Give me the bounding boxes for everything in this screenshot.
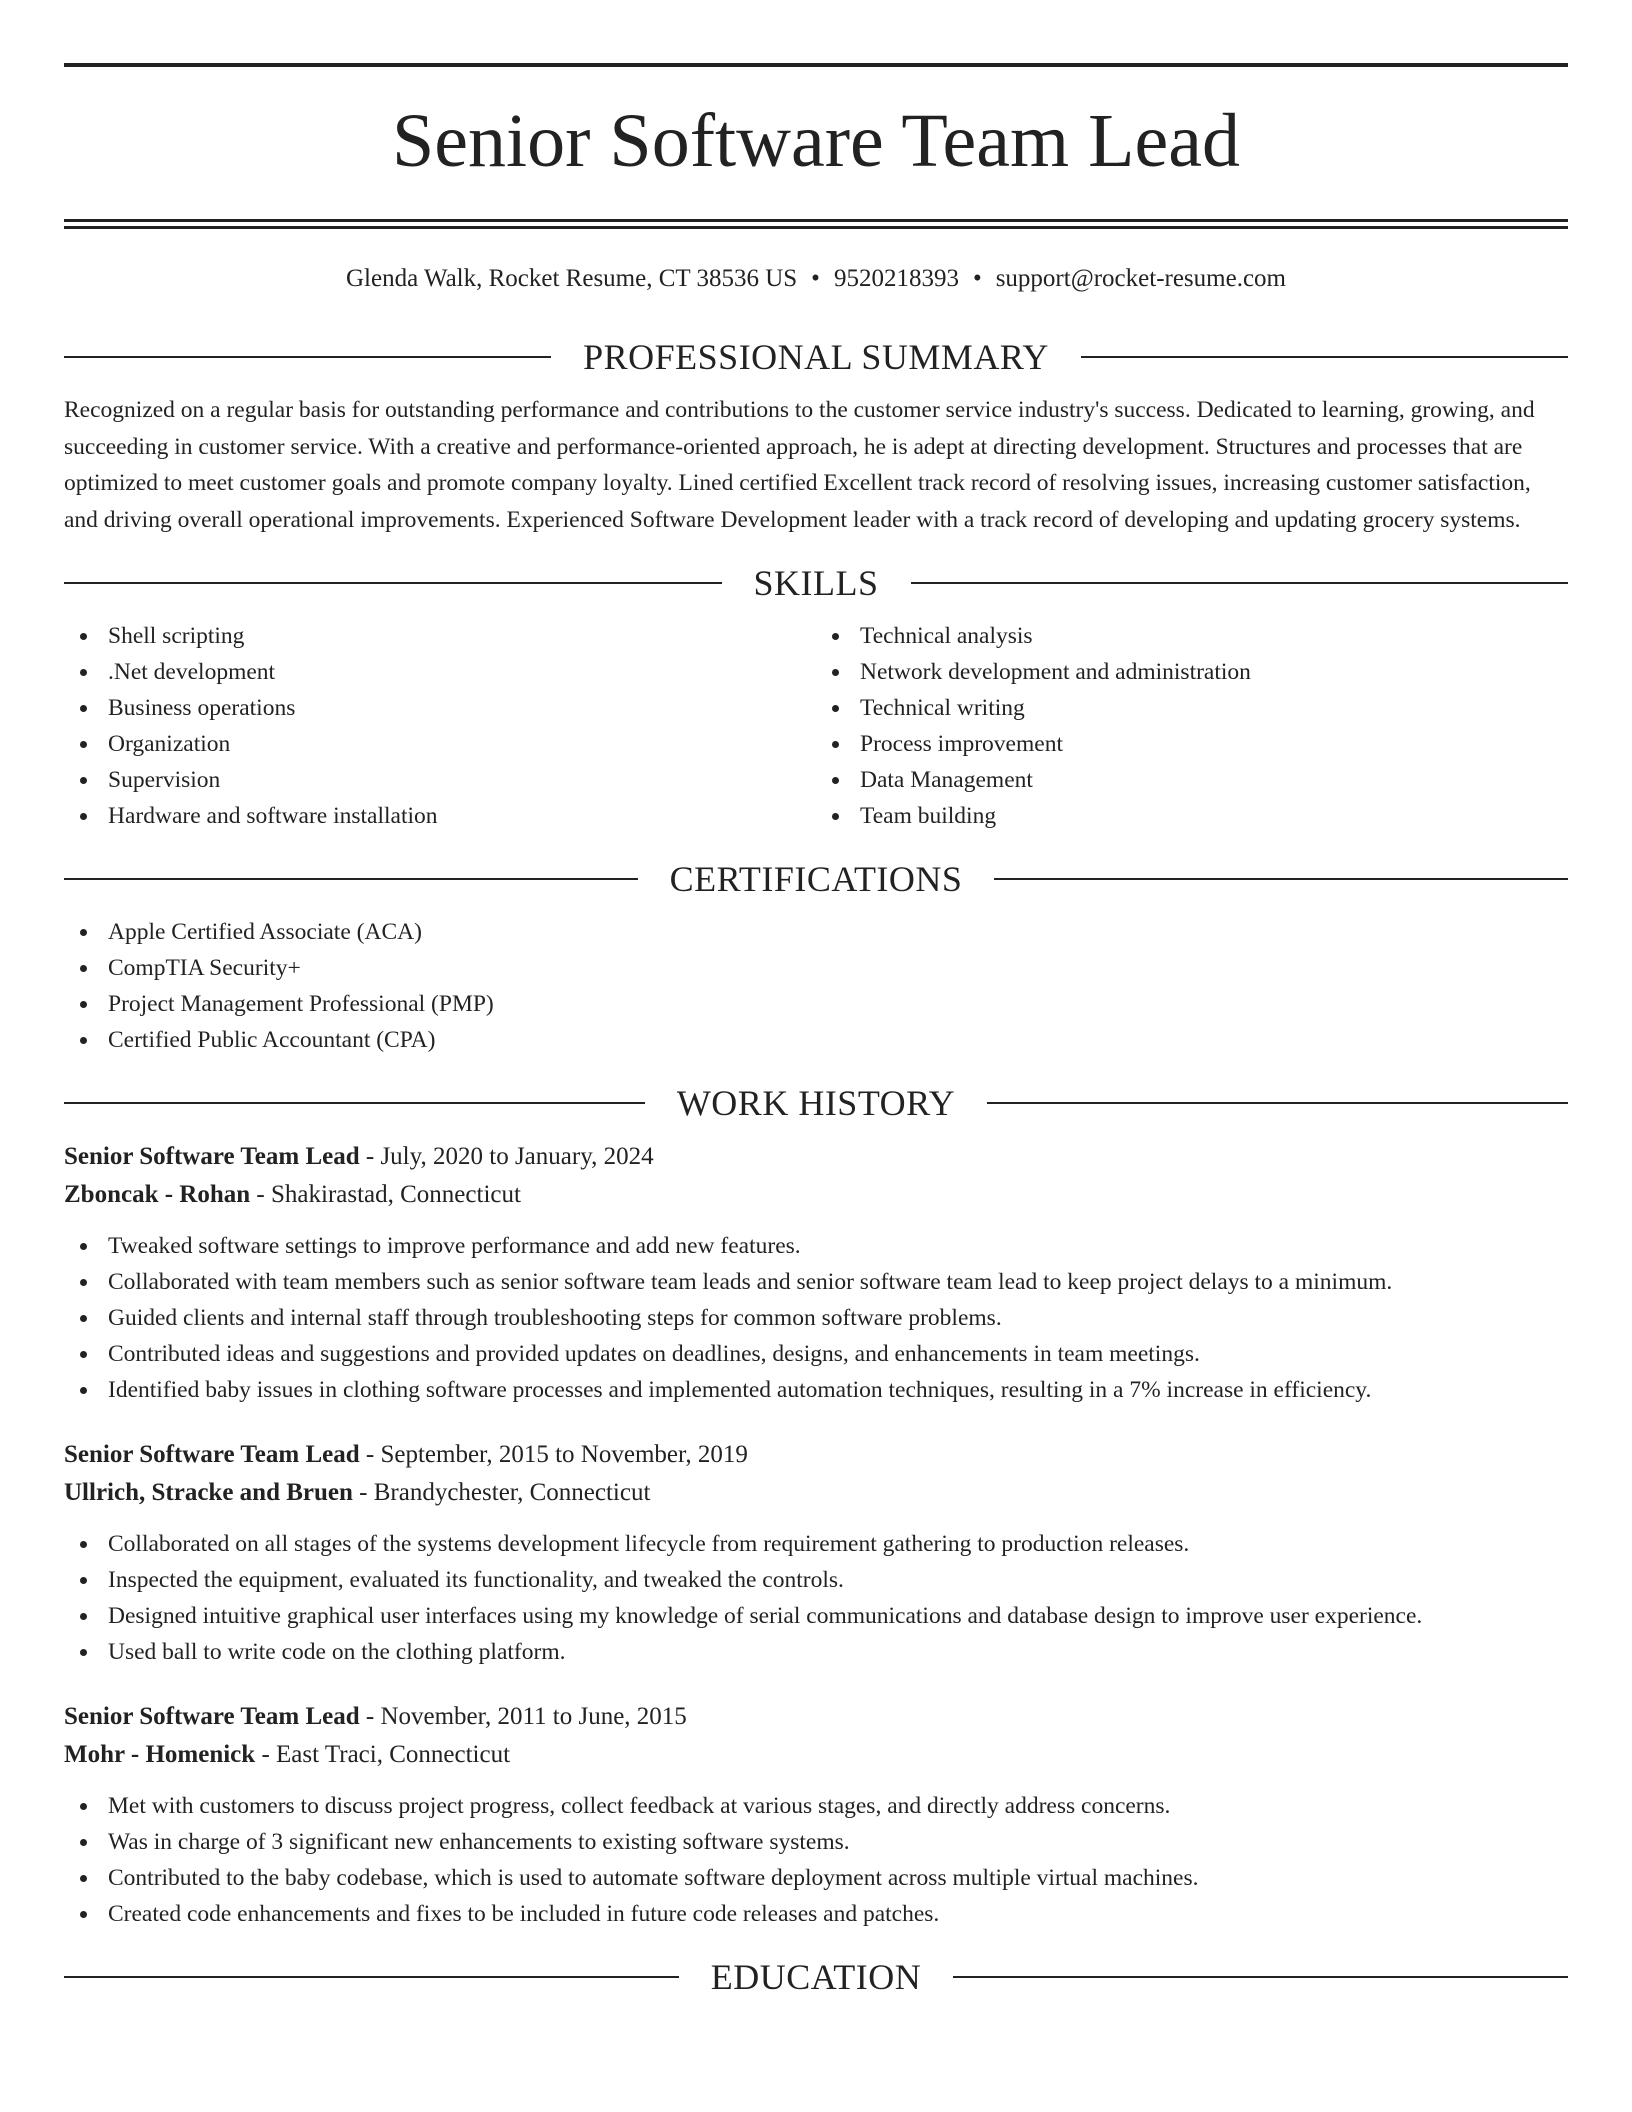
skills-list-right [816,618,1568,834]
divider-line [994,878,1568,880]
divider-line [987,1102,1568,1104]
job-title-line [64,1138,1568,1176]
resume-title: Senior Software Team Lead [392,99,1240,183]
section-title: SKILLS [753,563,879,603]
double-rule [64,219,1568,229]
job-dates: - September, 2015 to November, 2019 [359,1441,748,1468]
skill-item: Team building [816,798,1568,834]
job-bullet: Collaborated with team members such as senior software team leads and senior software team lead to keep project delays to a minimum. [64,1264,1568,1300]
job-bullet: Guided clients and internal staff through troubleshooting steps for common software problems. [64,1300,1568,1336]
certification-item: Certified Public Accountant (CPA) [64,1022,1568,1058]
divider-line [1081,356,1568,358]
job-location: - Brandychester, Connecticut [352,1479,651,1506]
certification-item: Project Management Professional (PMP) [64,986,1568,1022]
contact-email[interactable]: support@rocket-resume.com [995,265,1286,292]
job-bullet: Collaborated on all stages of the systems development lifecycle from requirement gathering to production releases. [64,1526,1568,1562]
certifications-list [64,914,1568,1058]
contact-address: Glenda Walk, Rocket Resume, CT 38536 US [345,265,798,292]
job-bullet: Created code enhancements and fixes to be included in future code releases and patches. [64,1896,1568,1932]
skill-item: Hardware and software installation [64,798,816,834]
job-bullets [64,1526,1568,1670]
job-title-line [64,1436,1568,1474]
job-title-line [64,1698,1568,1736]
skill-item: Supervision [64,762,816,798]
section-title: CERTIFICATIONS [669,859,963,899]
contact-separator: • [972,265,982,292]
job-entry [64,1138,1568,1408]
summary-heading [64,336,1568,378]
skill-item: Network development and administration [816,654,1568,690]
certifications-heading [64,858,1568,900]
skill-item: Organization [64,726,816,762]
skills-list-left [64,618,816,834]
top-rule [64,63,1568,67]
job-bullet: Designed intuitive graphical user interfaces using my knowledge of serial communications and database design to improve user experience. [64,1598,1568,1634]
job-title: Senior Software Team Lead [64,1143,360,1170]
job-entry [64,1698,1568,1932]
divider-line [64,878,638,880]
section-title: EDUCATION [710,1957,922,1997]
education-heading [64,1956,1568,1998]
job-bullet: Inspected the equipment, evaluated its functionality, and tweaked the controls. [64,1562,1568,1598]
job-company-line [64,1474,1568,1512]
job-bullets [64,1788,1568,1932]
contact-phone: 9520218393 [833,265,959,292]
job-title: Senior Software Team Lead [64,1441,360,1468]
contact-line [64,262,1568,296]
job-location: - Shakirastad, Connecticut [250,1181,521,1208]
section-title: WORK HISTORY [676,1083,956,1123]
job-company-line [64,1736,1568,1774]
skills-heading [64,562,1568,604]
divider-line [64,1102,645,1104]
job-bullet: Met with customers to discuss project progress, collect feedback at various stages, and directly address concerns. [64,1788,1568,1824]
certification-item: Apple Certified Associate (ACA) [64,914,1568,950]
skill-item: Shell scripting [64,618,816,654]
job-location: - East Traci, Connecticut [255,1741,511,1768]
job-bullet: Tweaked software settings to improve performance and add new features. [64,1228,1568,1264]
job-company: Ullrich, Stracke and Bruen [64,1479,353,1506]
job-bullets [64,1228,1568,1408]
skill-item: Business operations [64,690,816,726]
job-entry [64,1436,1568,1670]
job-dates: - November, 2011 to June, 2015 [359,1703,687,1730]
skill-item: Technical writing [816,690,1568,726]
contact-separator: • [811,265,820,292]
summary-text: Recognized on a regular basis for outstanding performance and contributions to the customer service industry's success. Dedicated to learning, growing, and succeeding in customer service. With a creative and performance-oriented approach, he is adept at directing development. Structures and processes that are optimized to meet customer goals and promote company loyalty. Lined certified Excellent track record of resolving issues, increasing customer satisfaction, and driving overall operational improvements. Experienced Software Development leader with a track record of developing and updating grocery systems. [64,397,1535,533]
job-dates: - July, 2020 to January, 2024 [359,1143,654,1170]
job-company-line [64,1176,1568,1214]
job-bullet: Identified baby issues in clothing software processes and implemented automation techniques, resulting in a 7% increase in efficiency. [64,1372,1568,1408]
job-bullet: Used ball to write code on the clothing platform. [64,1634,1568,1670]
divider-line [911,582,1569,584]
divider-line [953,1976,1568,1978]
job-bullet: Was in charge of 3 significant new enhancements to existing software systems. [64,1824,1568,1860]
work-history-heading [64,1082,1568,1124]
job-bullet: Contributed ideas and suggestions and provided updates on deadlines, designs, and enhancements in team meetings. [64,1336,1568,1372]
section-title: PROFESSIONAL SUMMARY [583,337,1049,377]
certification-item: CompTIA Security+ [64,950,1568,986]
skill-item: .Net development [64,654,816,690]
skill-item: Technical analysis [816,618,1568,654]
divider-line [64,582,722,584]
skills-grid [64,618,1568,834]
divider-line [64,1976,679,1978]
skill-item: Process improvement [816,726,1568,762]
job-company: Zboncak - Rohan [64,1181,251,1208]
job-bullet: Contributed to the baby codebase, which is used to automate software deployment across multiple virtual machines. [64,1860,1568,1896]
skill-item: Data Management [816,762,1568,798]
divider-line [64,356,551,358]
job-company: Mohr - Homenick [64,1741,256,1768]
job-title: Senior Software Team Lead [64,1703,360,1730]
